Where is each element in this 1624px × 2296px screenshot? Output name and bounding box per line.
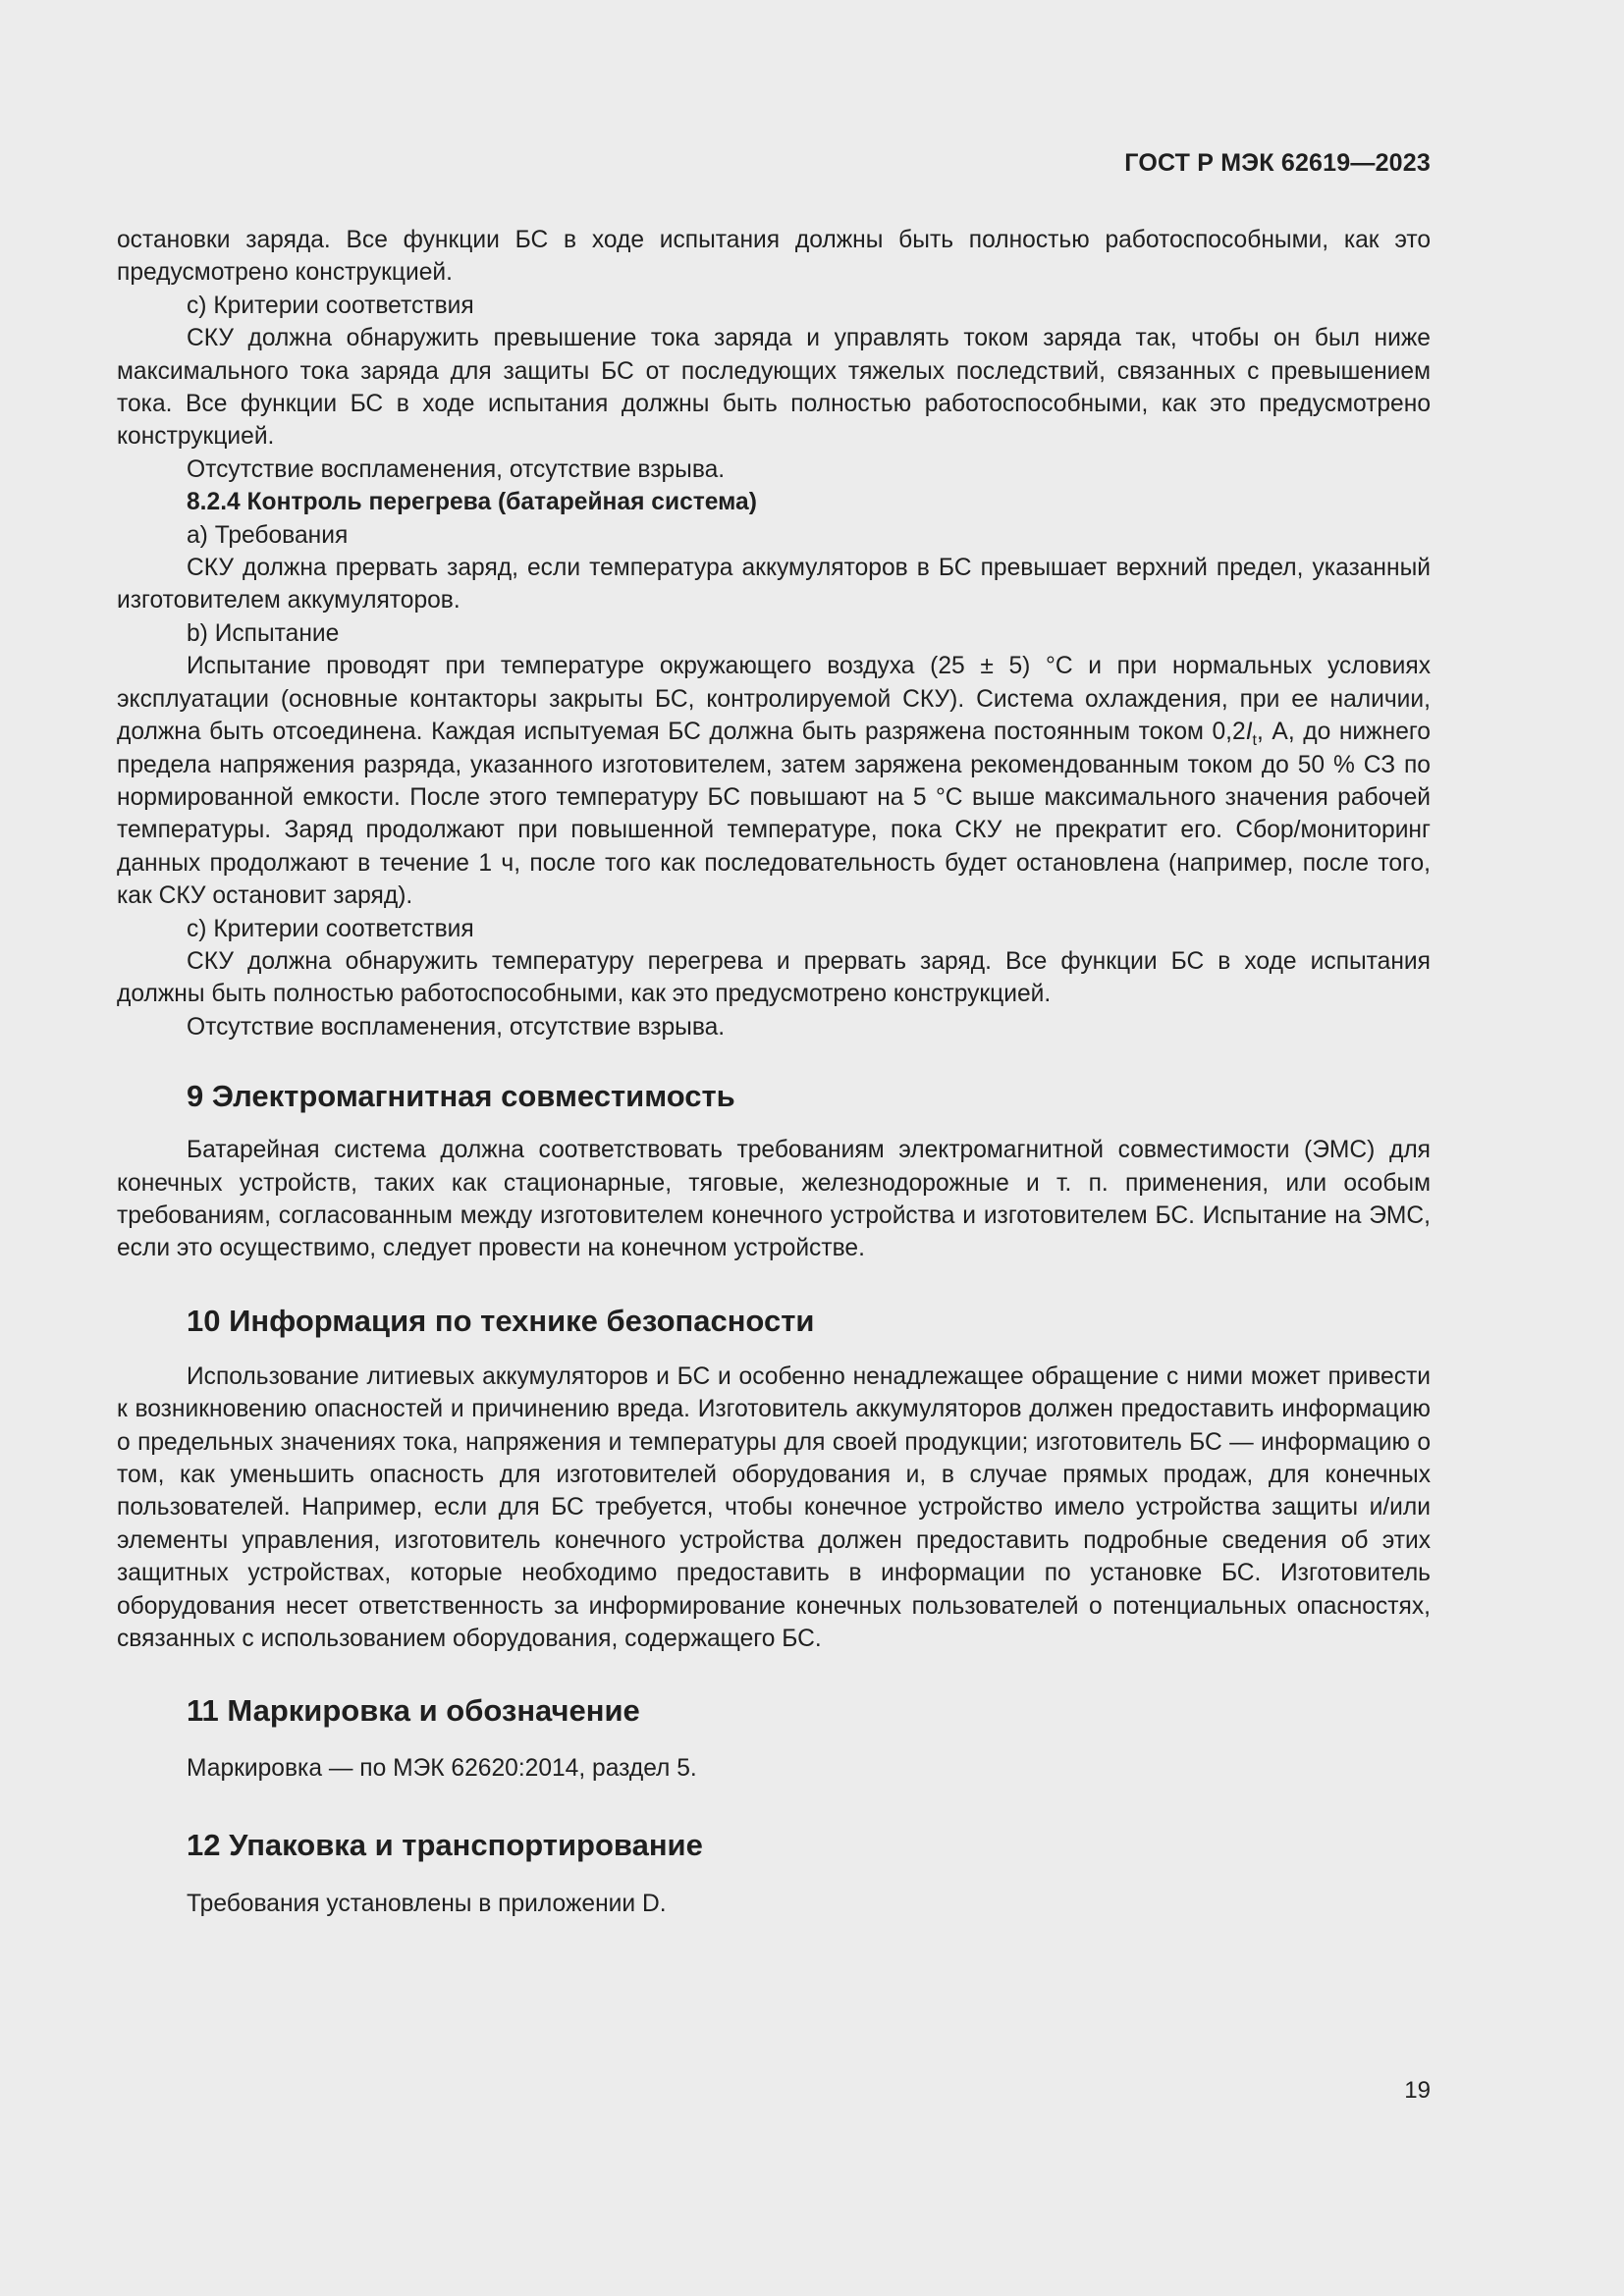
current-symbol: I — [1245, 719, 1253, 746]
paragraph-packaging: Требования установлены в приложении D. — [187, 1890, 667, 1917]
paragraph-continuation: остановки заряда. Все функции БС в ходе испытания должны быть полностью работоспособными, как это предусмотрено конструкцией. — [117, 227, 1431, 287]
paragraph-overheat-criteria: СКУ должна обнаружить температуру перегрева и прервать заряд. Все функции БС в ходе испытания должны быть полностью работоспособными, как это предусмотрено конструкцией. — [117, 947, 1431, 1008]
subsection-heading-8-2-4: 8.2.4 Контроль перегрева (батарейная система) — [187, 489, 757, 516]
section-heading-12: 12 Упаковка и транспортирование — [187, 1827, 703, 1862]
test-text-part-1: Испытание проводят при температуре окружающего воздуха (25 ± 5) °С и при нормальных условиях эксплуатации (основные контакторы закрыты БС, контролируемой СКУ). Система охлаждения, при ее наличии, должна быть отсоединена. Каждая испытуемая БС должна быть разряжена постоянным током 0,2 — [117, 653, 1431, 746]
list-item-a-requirements: a) Требования — [187, 521, 349, 549]
list-item-c-criteria: c) Критерии соответствия — [187, 292, 474, 319]
current-subscript: t — [1252, 732, 1257, 749]
list-item-c-criteria-2: c) Критерии соответствия — [187, 915, 474, 942]
paragraph-current-criteria: СКУ должна обнаружить превышение тока заряда и управлять током заряда так, чтобы он был ниже максимального тока заряда для защиты БС от последующих тяжелых последствий, связанных с превышением тока. Все функции БС в ходе испытания должны быть полностью работоспособными, как это предусмотрено конструкцией. — [117, 325, 1431, 451]
list-item-b-test: b) Испытание — [187, 619, 340, 647]
paragraph-safety-info: Использование литиевых аккумуляторов и БС и особенно ненадлежащее обращение с ними может привести к возникновению опасностей и причинению вреда. Изготовитель аккумуляторов должен предоставить информацию о предельных значениях тока, напряжения и температуры для своей продукции; изготовитель БС — информацию о том, как уменьшить опасность для изготовителей оборудования и, в случае прямых продаж, для конечных пользователей. Например, если для БС требуется, чтобы конечное устройство имело устройства защиты и/или элементы управления, изготовитель конечного устройства должен предоставить подробные сведения об этих защитных устройствах, которые необходимо предоставить в информации по установке БС. Изготовитель оборудования несет ответственность за информирование конечных пользователей о потенциальных опасностях, связанных с использованием оборудования, содержащего БС. — [117, 1362, 1431, 1653]
paragraph-no-fire-2: Отсутствие воспламенения, отсутствие взрыва. — [187, 1013, 726, 1041]
paragraph-test-procedure — [117, 650, 1431, 912]
test-text-part-2: , А, до нижнего предела напряжения разряда, указанного изготовителем, затем заряжена рекомендованным током до 50 % СЗ по нормированной емкости. После этого температуру БС повышают на 5 °С выше максимального значения рабочей температуры. Заряд продолжают при повышенной температуре, пока СКУ не прекратит его. Сбор/мониторинг данных продолжают в течение 1 ч, после того как последовательность будет остановлена (например, после того, как СКУ остановит заряд). — [117, 719, 1431, 910]
paragraph-emc: Батарейная система должна соответствовать требованиям электромагнитной совместимости (ЭМС) для конечных устройств, таких как стационарные, тяговые, железнодорожные и т. п. применения, или особым требованиям, согласованным между изготовителем конечного устройства и изготовителем БС. Испытание на ЭМС, если это осуществимо, следует провести на конечном устройстве. — [117, 1137, 1431, 1262]
paragraph-no-fire: Отсутствие воспламенения, отсутствие взрыва. — [187, 455, 726, 483]
page-number: 19 — [1404, 2077, 1431, 2104]
section-heading-9: 9 Электромагнитная совместимость — [187, 1079, 735, 1114]
paragraph-requirements: СКУ должна прервать заряд, если температура аккумуляторов в БС превышает верхний предел, указанный изготовителем аккумуляторов. — [117, 555, 1431, 614]
section-heading-10: 10 Информация по технике безопасности — [187, 1303, 815, 1338]
paragraph-marking: Маркировка — по МЭК 62620:2014, раздел 5. — [187, 1755, 697, 1783]
page-content — [117, 224, 1431, 1920]
section-heading-11: 11 Маркировка и обозначение — [187, 1693, 640, 1729]
document-id-header: ГОСТ Р МЭК 62619—2023 — [1124, 149, 1431, 177]
